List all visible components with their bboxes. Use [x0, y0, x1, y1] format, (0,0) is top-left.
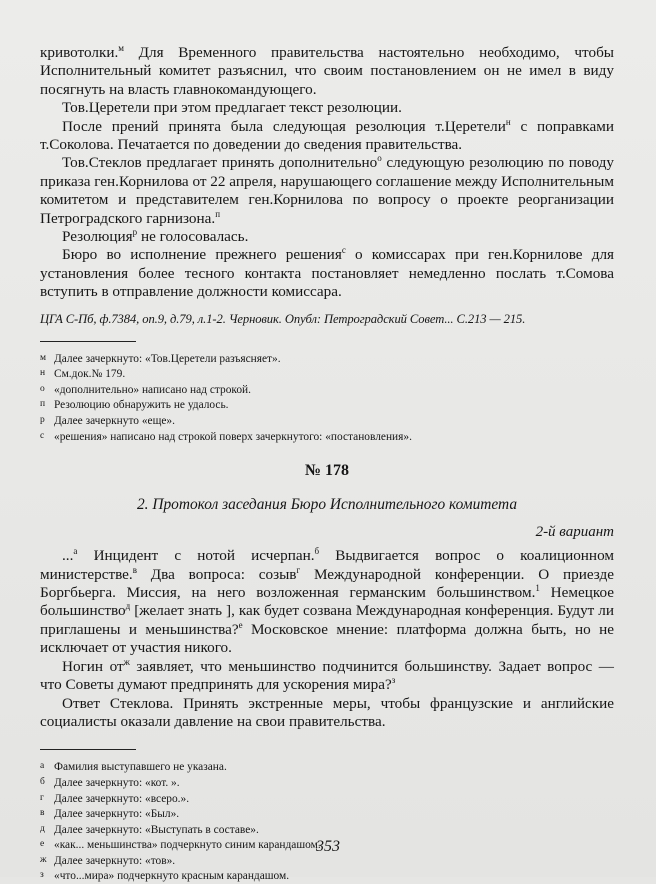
text-run: Резолюция	[62, 228, 133, 246]
footnote-text: Далее зачеркнуто: «Выступать в составе».	[54, 823, 259, 836]
footnote-marker: з	[40, 870, 44, 881]
section-1-text	[40, 44, 614, 302]
footnote-text: Фамилия выступавшего не указана.	[54, 761, 227, 774]
footnote-marker: м	[40, 352, 47, 363]
footnote-marker: н	[40, 368, 46, 379]
footnote	[40, 791, 614, 807]
footnote-mark: б	[314, 546, 320, 557]
text-run: Немецкое большинство	[40, 584, 614, 620]
footnote	[40, 822, 614, 838]
footnote-text: «дополнительно» написано над строкой.	[54, 383, 251, 396]
footnote-mark: с	[341, 245, 346, 256]
text-run: Выдвигается вопрос о коалиционном министерстве.	[40, 547, 614, 583]
footnote	[40, 775, 614, 791]
footnote-marker: р	[40, 415, 45, 426]
footnote-mark: а	[73, 546, 78, 557]
footnote-marker: о	[40, 383, 45, 394]
footnote-marker: в	[40, 808, 45, 819]
footnote-mark: е	[238, 619, 243, 630]
paragraph	[40, 118, 614, 155]
paragraph	[40, 228, 614, 246]
footnote-mark: в	[132, 564, 137, 575]
footnote-mark: о	[377, 153, 382, 164]
footnote-mark: н	[505, 116, 511, 127]
paragraph	[40, 658, 614, 695]
archive-source: ЦГА С-Пб, ф.7384, оп.9, д.79, л.1-2. Черновик. Опубл: Петроградский Совет... С.213 — 215.	[40, 311, 526, 326]
document-variant: 2-й вариант	[535, 524, 614, 541]
text-run: Два вопроса: созыв	[136, 565, 297, 583]
text-run: После прений принята была следующая резолюция т.Церетели	[62, 117, 506, 135]
footnotes-1	[40, 351, 614, 445]
document-number: № 178	[304, 462, 350, 480]
footnotes-2	[40, 759, 614, 884]
footnote	[40, 759, 614, 775]
paragraph	[40, 99, 614, 117]
footnote-marker: с	[40, 430, 45, 441]
text-run: не голосовалась.	[137, 228, 249, 246]
footnote-text: Далее зачеркнуто: «всеро.».	[54, 792, 190, 805]
footnote-divider	[40, 341, 136, 342]
text-run: Международной конференции. О приезде Боргбьерга. Миссия, на него возложенная германским большинством.	[40, 565, 614, 602]
paragraph	[40, 695, 614, 732]
footnote	[40, 806, 614, 822]
footnote-text: Далее зачеркнуто: «кот. ».	[54, 776, 180, 789]
footnote-mark: 1	[535, 583, 540, 594]
text-run: Тов.Стеклов предлагает принять дополнительно	[62, 154, 378, 172]
text-run: заявляет, что меньшинство подчинится большинству. Задает вопрос — что Советы думают предпринять для ускорения мира?	[40, 657, 614, 694]
footnote-text: См.док.№ 179.	[54, 368, 126, 381]
footnote	[40, 429, 614, 445]
footnote-text: «что...мира» подчеркнуто красным карандашом.	[54, 870, 290, 883]
footnote	[40, 366, 614, 382]
text-run: [желает знать ], как будет созвана Международная конференция. Будут ли приглашены и меньшинства?	[40, 602, 614, 638]
paragraph	[40, 154, 614, 228]
footnote-text: Далее зачеркнуто «еще».	[54, 415, 175, 428]
footnote-mark: г	[296, 564, 301, 575]
text-run: Тов.Церетели при этом предлагает текст резолюции.	[62, 99, 402, 117]
footnote	[40, 397, 614, 413]
text-run: с поправками т.Соколова. Печатается по доведении до сведения правительства.	[40, 117, 614, 154]
footnote-divider	[40, 749, 136, 750]
text-run: Московское мнение: платформа должна быть, но не исключает от участия никого.	[40, 620, 614, 657]
footnote-marker: а	[40, 761, 45, 772]
document-title: 2. Протокол заседания Бюро Исполнительного комитета	[136, 496, 518, 514]
footnote-marker: г	[40, 792, 44, 803]
footnote-text: «как... меньшинства» подчеркнуто синим карандашом.	[54, 839, 321, 852]
text-run: ...	[62, 547, 74, 565]
section-2-text	[40, 547, 614, 731]
footnote-mark: д	[125, 601, 131, 612]
paragraph	[40, 547, 614, 657]
text-run: Инцидент с нотой исчерпан.	[77, 547, 315, 565]
footnote-marker: ж	[40, 854, 47, 865]
footnote	[40, 382, 614, 398]
text-run: следующую резолюцию по поводу приказа ген.Корнилова от 22 апреля, нарушающего соглашение между Исполнительным комитетом и представителем ген.Корнилова по вопросу о проекте реорганизации Петроградского гарнизона.	[40, 154, 614, 227]
text-run: Для Временного правительства настоятельно необходимо, чтобы Исполнительный комитет разъяснил, что своим постановлением он не имел в виду посягнуть на власть главнокомандующего.	[40, 44, 614, 98]
footnote-text: Далее зачеркнуто: «тов».	[54, 854, 176, 867]
footnote-mark: п	[215, 208, 221, 219]
footnote-marker: п	[40, 399, 46, 410]
footnote-mark: ж	[123, 656, 130, 667]
paragraph	[40, 44, 614, 99]
text-run: Ногин от	[62, 657, 124, 675]
text-run: Бюро во исполнение прежнего решения	[62, 246, 342, 264]
footnote-mark: з	[391, 675, 396, 686]
footnote-text: «решения» написано над строкой поверх зачеркнутого: «постановления».	[54, 430, 412, 443]
footnote-marker: б	[40, 776, 45, 787]
page-number: 353	[316, 838, 340, 855]
footnote-mark: м	[118, 43, 124, 53]
paragraph	[40, 246, 614, 301]
footnote-mark: р	[132, 227, 138, 238]
footnote-text: Далее зачеркнуто: «Был».	[54, 808, 180, 821]
footnote-marker: д	[40, 823, 45, 834]
text-run: кривотолки.	[40, 44, 119, 61]
footnote-marker: е	[40, 839, 45, 850]
footnote	[40, 868, 614, 884]
footnote	[40, 413, 614, 429]
text-run: о комиссарах при ген.Корнилове для установления более тесного контакта постановляет немедленно послать т.Сомова вступить в отправление должности комиссара.	[40, 246, 615, 301]
footnote-text: Резолюцию обнаружить не удалось.	[54, 399, 229, 412]
text-run: Ответ Стеклова. Принять экстренные меры, чтобы французские и английские социалисты оказали давление на свои правительства.	[40, 694, 614, 730]
footnote-text: Далее зачеркнуто: «Тов.Церетели разъясняет».	[54, 352, 281, 365]
footnote	[40, 351, 614, 367]
